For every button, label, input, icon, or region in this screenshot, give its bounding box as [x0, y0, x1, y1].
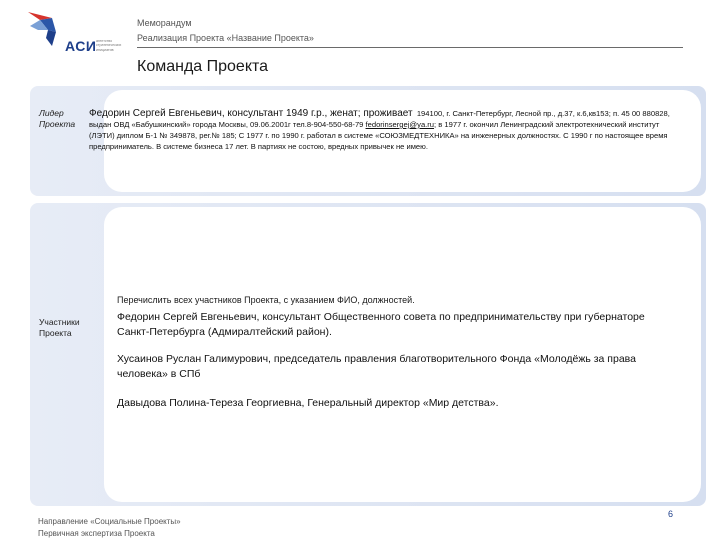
asi-logo [26, 8, 136, 56]
list-item: Хусаинов Руслан Галимурович, председатель правления благотворительного Фонда «Молодёжь за права человека» в СПб [117, 353, 636, 380]
page-title: Команда Проекта [137, 58, 269, 75]
footer-expertise: Первичная экспертиза Проекта [38, 529, 155, 538]
footer-direction: Направление «Социальные Проекты» [38, 517, 181, 526]
leader-label-line2: Проекта [39, 119, 76, 129]
header-project: Реализация Проекта «Название Проекта» [137, 33, 314, 43]
participants-label [39, 317, 99, 339]
header-divider [137, 47, 683, 48]
leader-text [89, 108, 687, 152]
logo-subtext: агентство стратегических инициатив [96, 39, 122, 52]
list-item: Федорин Сергей Евгеньевич, консультант Общественного совета по предпринимательству при губернаторе Санкт-Петербурга (Адмиралтейский район). [117, 311, 645, 338]
page-number: 6 [668, 509, 674, 519]
leader-label-line1: Лидер [39, 108, 64, 118]
participants-label-line2: Проекта [39, 328, 72, 338]
leader-details-2: ; в 1977 г. окончил Ленинградский электротехнический институт (ЛЭТИ) диплом Б-1 № 349878, рег.№ 185; С 1977 г. по 1990 г. работал в системе «СОЮЗМЕДТЕХНИКА» на инженерных должностях. С 1990 г по настоящее время предприниматель. В системе бизнеса 17 лет. В партиях не состою, вредных привычек не имею. [89, 120, 668, 151]
list-item: Давыдова Полина-Тереза Георгиевна, Генеральный директор «Мир детства». [117, 397, 499, 409]
leader-email-link[interactable]: fedorinsergej@ya.ru [365, 120, 435, 129]
leader-name: Федорин Сергей Евгеньевич, консультант 1949 г.р., женат; проживает [89, 108, 413, 119]
leader-details: 194100, г. Санкт-Петербург, Лесной пр., д.37, к.6,кв153; п. 45 00 880828, выдан ОВД «Бабушкинский» города Москвы, 09.06.2001г тел.8-904-550-68-79 [89, 109, 670, 129]
header-memorandum: Меморандум [137, 18, 192, 28]
participants-intro: Перечислить всех участников Проекта, с указанием ФИО, должностей. [117, 295, 415, 305]
participants-label-line1: Участники [39, 317, 80, 327]
logo-text: АСИ [65, 38, 97, 54]
